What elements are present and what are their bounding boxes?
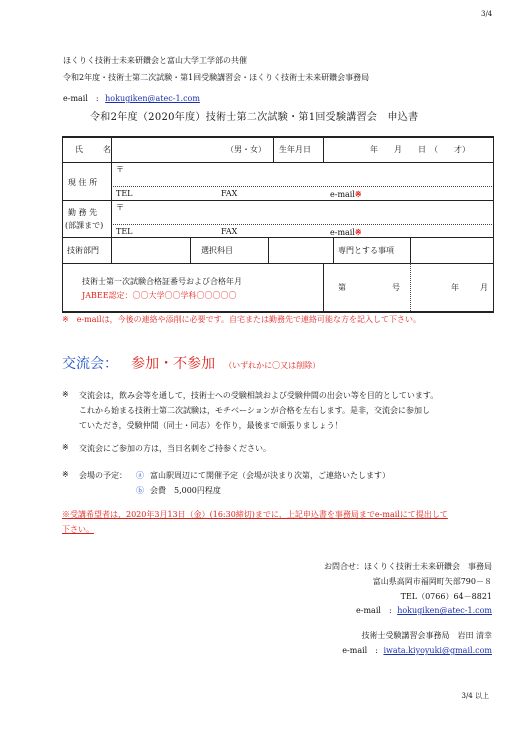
cert-go: 号 bbox=[392, 283, 400, 292]
birth-label: 生年月日 bbox=[279, 145, 311, 154]
address-email-label: e-mail※ bbox=[330, 189, 362, 199]
jabee-note: JABEE認定：〇〇大学〇〇学科〇〇〇〇〇 bbox=[82, 291, 237, 300]
koryu-label: 交流会： bbox=[62, 356, 118, 372]
work-tel-label: TEL bbox=[116, 227, 133, 236]
birth-date-field[interactable]: 年 月 日 （ 才） bbox=[370, 145, 470, 154]
note-1-mark: ※ bbox=[62, 390, 69, 399]
work-input[interactable] bbox=[130, 201, 490, 222]
venue-b: 会費 5,000円程度 bbox=[150, 486, 221, 495]
contact-email2-row bbox=[342, 645, 492, 656]
cert-month: 月 bbox=[480, 283, 488, 292]
deadline-line-1: ※受講希望者は，2020年3月13日（金）(16:30締切)までに，上記申込書を事務局までe-mailにて提出して bbox=[62, 510, 448, 519]
required-mark: ※ bbox=[354, 227, 362, 237]
subject-input[interactable] bbox=[269, 239, 332, 261]
work-fax-label: FAX bbox=[221, 227, 238, 236]
email-note: ※ e-mailは，今後の連絡や添削に必要です。自宅または勤務先で連絡可能な方を記入して下さい。 bbox=[62, 315, 421, 324]
email-label: e-mail : bbox=[63, 94, 99, 103]
contact-email2-label: e-mail : bbox=[342, 646, 378, 655]
work-label: 勤 務 先 bbox=[68, 208, 98, 217]
page-number-bottom: 3/4 以上 bbox=[461, 692, 489, 700]
name-label: 氏 名 bbox=[75, 145, 117, 154]
header-line-2: 令和2年度・技術士第二次試験・第1回受験講習会・ほくりく技術士未来研鑽会事務局 bbox=[63, 73, 370, 82]
contact-line-1: お問合せ：ほくりく技術士未来研鑽会 事務局 bbox=[324, 562, 492, 571]
cert-year: 年 bbox=[451, 283, 459, 292]
header-email-row bbox=[63, 93, 200, 104]
specialty-input[interactable] bbox=[411, 239, 491, 261]
dept-label: 技術部門 bbox=[67, 246, 99, 255]
venue-b-mark: ⓑ bbox=[136, 486, 144, 495]
required-mark: ※ bbox=[354, 189, 362, 199]
cert-label: 技術士第一次試験合格証番号および合格年月 bbox=[82, 277, 242, 286]
contact-tel: TEL（0766）64－8821 bbox=[400, 592, 492, 601]
work-sub-label: (部課まで) bbox=[65, 221, 104, 230]
subject-label: 選択科目 bbox=[201, 246, 233, 255]
header-email-link[interactable]: hokugiken@atec-1.com bbox=[105, 94, 200, 103]
contact-address: 富山県高岡市福岡町矢部790－８ bbox=[372, 577, 492, 586]
work-email-label: e-mail※ bbox=[330, 227, 362, 237]
venue-a: 富山駅周辺にて開催予定（会場が決まり次第，ご連絡いたします） bbox=[150, 471, 390, 480]
header-line-1: ほくりく技術士未来研鑽会と富山大学工学部の共催 bbox=[63, 56, 247, 65]
note-1-line-1: 交流会は，飲み会等を通して，技術士への受験相談および受験仲間の出会い等を目的としています。 bbox=[79, 391, 439, 400]
gender-select[interactable]: （男・女） bbox=[226, 145, 266, 154]
form-title: 令和2年度（2020年度）技術士第二次試験・第1回受験講習会 申込書 bbox=[90, 112, 419, 123]
address-tel-label: TEL bbox=[116, 189, 133, 198]
work-postal-mark: 〒 bbox=[116, 203, 124, 212]
contact-email2-link[interactable]: iwata.kiyoyuki@gmail.com bbox=[383, 646, 492, 655]
cert-dai: 第 bbox=[338, 283, 346, 292]
page-number-top: 3/4 bbox=[481, 10, 493, 18]
address-label: 現 住 所 bbox=[68, 178, 98, 187]
venue-a-mark: ⓐ bbox=[136, 471, 144, 480]
address-input[interactable] bbox=[130, 163, 490, 184]
koryu-options[interactable]: 参加・不参加 bbox=[131, 356, 216, 372]
contact-person: 技術士受験講習会事務局 岩田 清幸 bbox=[361, 631, 492, 640]
specialty-label: 専門とする事項 bbox=[338, 246, 394, 255]
contact-email-label: e-mail : bbox=[356, 606, 392, 615]
address-fax-label: FAX bbox=[221, 189, 238, 198]
koryu-section bbox=[62, 353, 320, 373]
address-postal-mark: 〒 bbox=[116, 165, 124, 174]
koryu-note: （いずれかに〇又は削除） bbox=[224, 361, 321, 370]
contact-email-row bbox=[356, 605, 492, 616]
note-3-label: 会場の予定： bbox=[79, 471, 127, 480]
note-1-line-3: ていただき，受験仲間（同士・同志）を作り，最後まで頑張りましょう！ bbox=[79, 421, 343, 430]
cert-number-input[interactable] bbox=[348, 266, 390, 308]
deadline-line-2: 下さい。 bbox=[62, 525, 94, 534]
note-2: 交流会にご参加の方は，当日名刺をご持参ください。 bbox=[79, 444, 271, 453]
contact-email-link[interactable]: hokugiken@atec-1.com bbox=[397, 606, 492, 615]
note-2-mark: ※ bbox=[62, 443, 69, 452]
dept-input[interactable] bbox=[112, 239, 189, 261]
note-1-line-2: これから始まる技術士第二次試験は，モチベーションが合格を左右します。是非，交流会に参加し bbox=[79, 406, 431, 415]
note-3-mark: ※ bbox=[62, 470, 69, 479]
